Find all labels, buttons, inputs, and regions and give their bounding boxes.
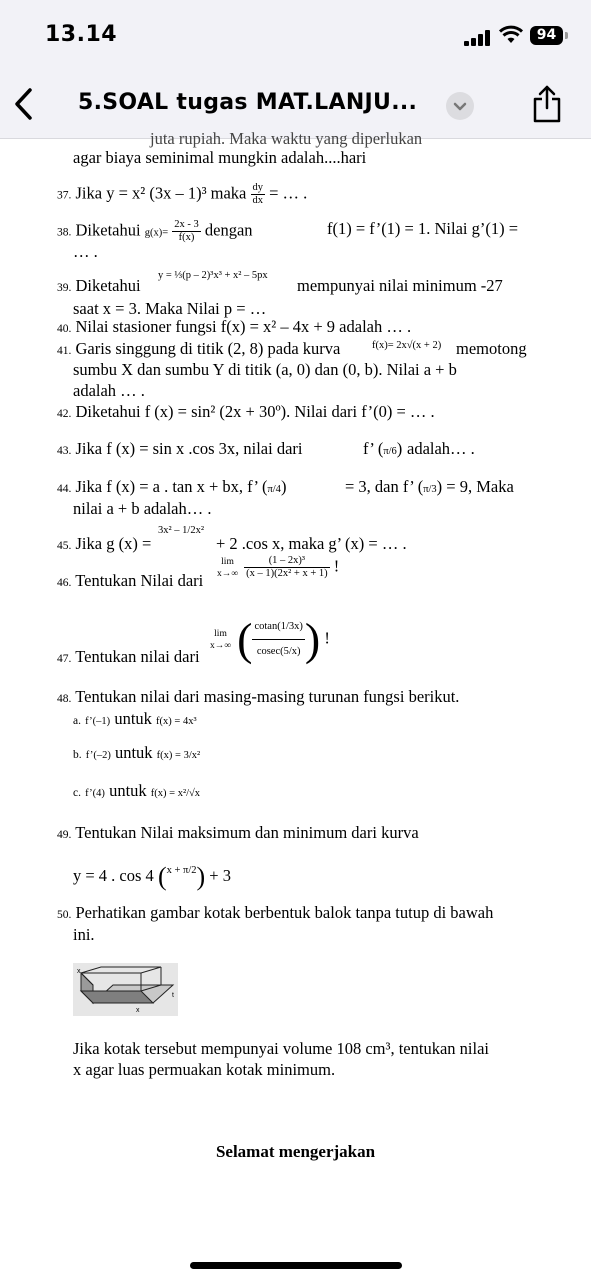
question-38-cont: … . [73,242,98,261]
open-box-diagram [73,963,178,1016]
question-44-cont: nilai a + b adalah… . [73,499,212,518]
cellular-signal-icon [464,30,494,46]
status-time: 13.14 [45,22,118,47]
question-38: 38. Diketahui g(x)= $\frac{2x - 3}{f(x)}$ dengan [57,219,253,243]
document-title[interactable]: 5.SOAL tugas MAT.LANJU... [78,90,418,115]
question-43-tail: adalah… . [407,439,475,458]
battery-cap [565,32,568,39]
question-40: 40. Nilai stasioner fungsi f(x) = x² – 4x + 9 adalah … . [57,317,412,336]
question-50: 50. Perhatikan gambar kotak berbentuk balok tanpa tutup di bawah [57,903,494,922]
question-44-mid: = 3, dan f’ (π/3) = 9, Maka [345,477,514,496]
question-39: 39. Diketahui [57,276,141,295]
question-50-cont: ini. [73,925,95,944]
question-41: 41. Garis singgung di titik (2, 8) pada kurva [57,339,341,358]
question-46-limit: lim x→∞ $\frac{\text{(1 – 2x)³}}{\text{(x – 1)(2x² + x + 1)}}$ ! [217,555,340,579]
q36-end: agar biaya seminimal mungkin adalah....hari [73,148,367,167]
chevron-down-icon [446,92,474,120]
dim-label-x2: x [136,1007,140,1014]
question-44: 44. Jika f (x) = a . tan x + bx, f’ (π/4) [57,477,287,496]
back-chevron-icon[interactable] [10,86,40,122]
question-49-formula: y = 4 . cos 4 ($^{x + \pi/2}$) + 3 [73,862,231,892]
box-figure [73,963,178,1016]
question-46: 46. Tentukan Nilai dari [57,571,204,590]
question-39-tail: mempunyai nilai minimum -27 [297,276,503,295]
question-43: 43. Jika f (x) = sin x .cos 3x, nilai dari [57,439,303,458]
question-42: 42. Diketahui f (x) = sin² (2x + 30º). Nilai dari f’(0) = … . [57,402,435,421]
dim-label-t: t [172,992,174,999]
question-41-formula: f(x)= 2x√(x + 2) [372,340,442,351]
question-48: 48. Tentukan nilai dari masing-masing turunan fungsi berikut. [57,687,460,706]
cut-off-line: juta rupiah. Maka waktu yang diperlukan [150,129,423,148]
question-45-tail: + 2 .cos x, maka g’ (x) = … . [216,534,407,553]
question-41-cont2: adalah … . [73,381,145,400]
question-43-expr: f’ (π/6) [363,439,403,458]
home-indicator[interactable] [190,1262,402,1269]
question-38-condition: f(1) = f’(1) = 1. Nilai g’(1) = [327,219,519,238]
title-menu-button[interactable] [446,92,474,120]
question-41-tail: memotong [456,339,527,358]
battery-icon: 94 [530,26,563,45]
status-bar [0,0,591,72]
question-50-p1: Jika kotak tersebut mempunyai volume 108 cm³, tentukan nilai [73,1039,489,1058]
question-47: 47. Tentukan nilai dari [57,647,200,666]
question-48-item-c: c. f’(4) untuk f(x) = x²/√x [73,781,201,800]
question-47-limit: lim x→∞ ( $\frac{cotan(1/3x)}{cosec(5/x)}$ ) ! [210,613,330,665]
question-37: 37. Jika y = x² (3x – 1)³ maka $\frac{dy}{dx}$ = … . [57,182,308,206]
question-39-cont: saat x = 3. Maka Nilai p = … [73,299,267,318]
question-48-item-a: a. f’(–1) untuk f(x) = 4x³ [73,709,197,728]
question-39-formula: y = ⅓(p – 2)³x³ + x² – 5px [158,270,268,281]
question-49: 49. Tentukan Nilai maksimum dan minimum dari kurva [57,823,419,842]
question-45: 45. Jika g (x) = [57,534,152,553]
closing-text: Selamat mengerjakan [215,1142,376,1161]
dim-label-x1: x [77,968,81,975]
wifi-icon [499,26,523,44]
document-page [0,129,591,1249]
question-41-cont: sumbu X dan sumbu Y di titik (a, 0) dan (0, b). Nilai a + b [73,360,457,379]
question-45-exponent: 3x² – 1/2x² [158,525,204,536]
share-icon[interactable] [530,84,564,124]
question-50-p2: x agar luas permuakan kotak minimum. [73,1060,336,1079]
question-48-item-b: b. f’(–2) untuk f(x) = 3/x² [73,743,201,762]
